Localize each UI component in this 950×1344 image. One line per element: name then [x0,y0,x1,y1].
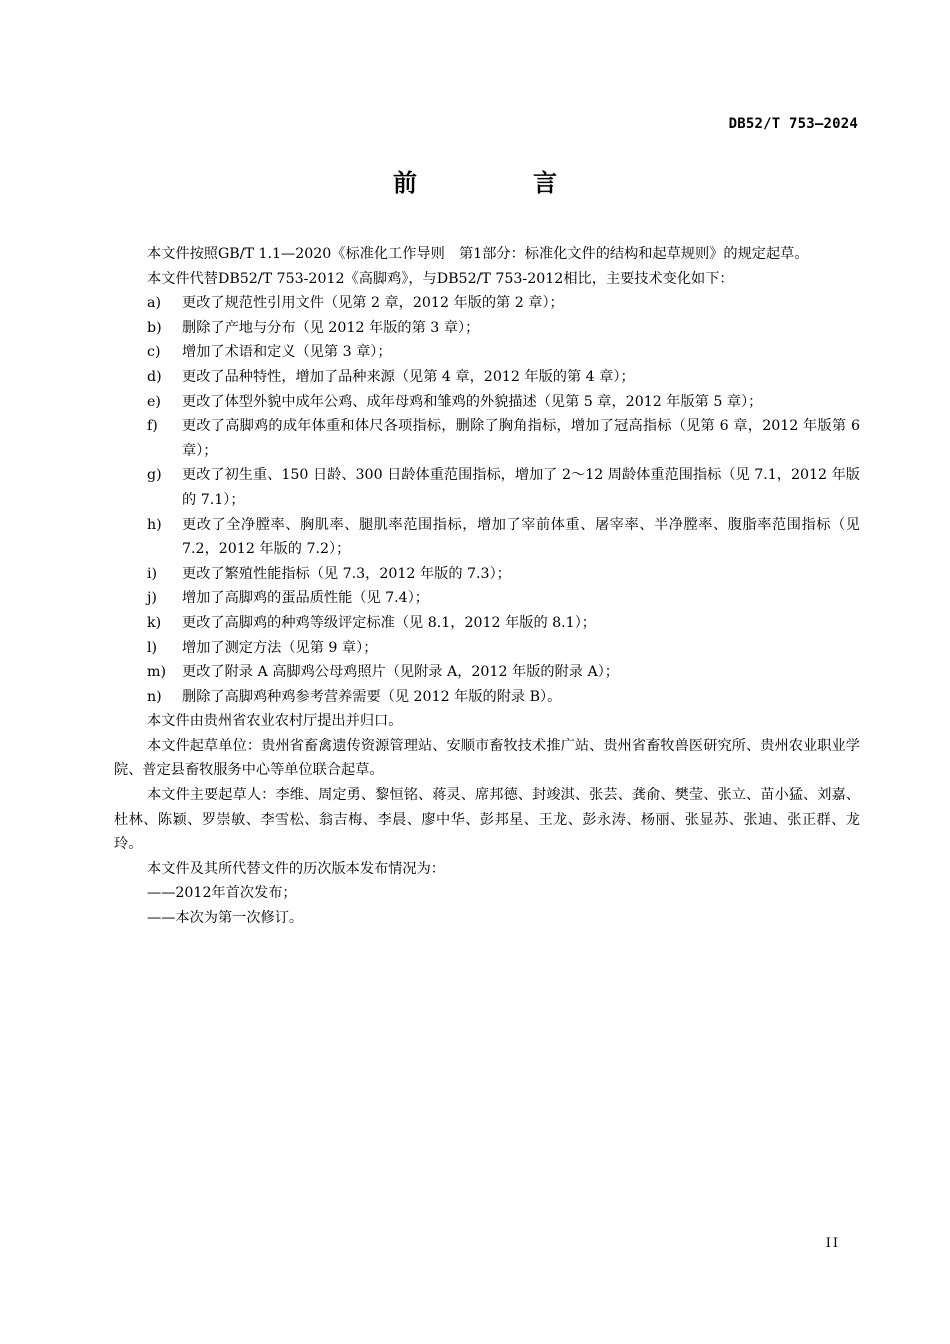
list-item [114,611,860,636]
list-item-text: 更改了繁殖性能指标（见 7.3，2012 年版的 7.3）； [182,565,511,582]
list-item [114,660,860,685]
drafting-units-paragraph: 本文件起草单位：贵州省畜禽遗传资源管理站、安顺市畜牧技术推广站、贵州省畜牧兽医研究所、贵州农业职业学院、普定县畜牧服务中心等单位联合起草。 [114,737,860,779]
list-item-marker: g) [147,467,162,484]
list-item-marker: m) [147,664,166,681]
history-item: ——本次为第一次修订。 [147,910,304,927]
list-item [114,513,860,562]
list-item-marker: l) [147,639,158,656]
list-item-marker: k) [147,614,162,631]
list-item [114,586,860,611]
list-item [114,316,860,341]
list-item-text: 更改了高脚鸡的种鸡等级评定标准（见 8.1，2012 年版的 8.1）； [182,614,596,631]
list-item [114,414,860,463]
list-item-marker: i) [147,565,158,582]
list-item-marker: e) [147,393,161,410]
intro-paragraph-2: 本文件代替DB52/T 753-2012《高脚鸡》，与DB52/T 753-2012相比，主要技术变化如下： [147,270,734,287]
list-item-text: 删除了产地与分布（见 2012 年版的第 3 章）； [182,319,480,336]
list-item [114,685,860,710]
list-item [114,636,860,661]
list-item-text: 更改了附录 A 高脚鸡公母鸡照片（见附录 A，2012 年版的附录 A）； [182,664,619,681]
list-item-text: 更改了品种特性，增加了品种来源（见第 4 章，2012 年版的第 4 章）； [182,368,635,385]
list-item-text: 更改了全净膛率、胸肌率、腿肌率范围指标，增加了宰前体重、屠宰率、半净膛率、腹脂率范围指标（见 7.2，2012 年版的 7.2）； [182,516,860,558]
page-title: 前 言 [393,169,603,197]
list-item-marker: c) [147,344,161,361]
list-item-marker: d) [147,368,162,385]
list-item [114,562,860,587]
list-item [114,463,860,512]
list-item-text: 更改了规范性引用文件（见第 2 章，2012 年版的第 2 章）； [182,295,564,312]
list-item [114,291,860,316]
drafters-paragraph: 本文件主要起草人：李维、周定勇、黎恒铭、蒋灵、席邦德、封竣淇、张芸、龚俞、樊莹、张立、苗小猛、刘嘉、杜林、陈颖、罗崇敏、李雪松、翁吉梅、李晨、廖中华、彭邦星、王龙、彭永涛、杨丽、张显苏、张迪、张正群、龙玲。 [114,787,860,853]
list-item-text: 更改了初生重、150 日龄、300 日龄体重范围指标，增加了 2～12 周龄体重范围指标（见 7.1，2012 年版的 7.1）； [182,467,860,508]
list-item-marker: f) [147,418,158,435]
list-item-text: 增加了高脚鸡的蛋品质性能（见 7.4）； [182,590,429,607]
history-item: ——2012年首次发布； [147,885,297,902]
intro-paragraph-1: 本文件按照GB/T 1.1—2020《标准化工作导则 第1部分：标准化文件的结构和起草规则》的规定起草。 [147,246,809,262]
list-item-text: 更改了高脚鸡的成年体重和体尺各项指标，删除了胸角指标，增加了冠高指标（见第 6 章，2012 年版第 6 章）； [182,418,860,459]
list-item-text: 增加了测定方法（见第 9 章）； [182,639,378,656]
proposer-paragraph: 本文件由贵州省农业农村厅提出并归口。 [147,713,403,730]
list-item-text: 删除了高脚鸡种鸡参考营养需要（见 2012 年版的附录 B）。 [182,688,562,705]
list-item-marker: j) [147,590,157,607]
list-item-text: 更改了体型外貌中成年公鸡、成年母鸡和雏鸡的外貌描述（见第 5 章，2012 年版第 5 章）； [182,393,763,410]
list-item [114,340,860,365]
list-item-marker: n) [147,688,162,705]
list-item-text: 增加了术语和定义（见第 3 章）； [182,344,392,361]
foreword-body [114,242,860,931]
list-item [114,390,860,415]
changes-list [114,291,860,709]
list-item-marker: h) [147,516,162,533]
list-item-marker: a) [147,295,161,312]
document-code: DB52/T 753—2024 [728,116,858,132]
history-intro-paragraph: 本文件及其所代替文件的历次版本发布情况为： [147,860,445,877]
list-item [114,365,860,390]
list-item-marker: b) [147,319,162,336]
page-number: II [825,1236,840,1251]
